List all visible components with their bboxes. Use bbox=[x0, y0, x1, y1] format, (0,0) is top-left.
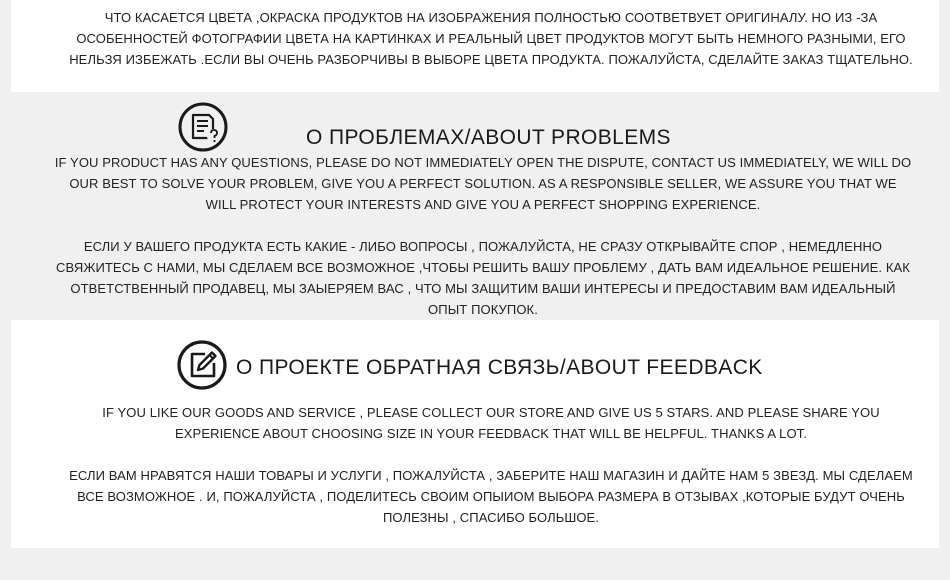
color-notice-panel bbox=[11, 0, 939, 92]
problems-text-en: IF YOU PRODUCT HAS ANY QUESTIONS, PLEASE DO NOT IMMEDIATELY OPEN THE DISPUTE, CONTACT US IMMEDIATELY, WE WILL DO OUR BEST TO SOLVE YOUR PROBLEM, GIVE YOU A PERFECT SOLUTION. AS A RESPONSIBLE SELLER, WE ASSURE YOU THAT WE WILL PROTECT YOUR INTERESTS AND GIVE YOU A PERFECT SHOPPING EXPERIENCE. bbox=[54, 155, 912, 212]
problems-text-ru: ЕСЛИ У ВАШЕГО ПРОДУКТА ЕСТЬ КАКИЕ - ЛИБО ВОПРОСЫ , ПОЖАЛУЙСТА, НЕ СРАЗУ ОТКРЫВАЙТЕ СПОР , НЕМЕДЛЕННО СВЯЖИТЕСЬ С НАМИ, МЫ СДЕЛАЕМ ВСЕ ВОЗМОЖНОЕ ,ЧТОБЫ РЕШИТЬ ВАШУ ПРОБЛЕМУ , ДАТЬ ВАМ ИДЕАЛЬНОЕ РЕШЕНИЕ. КАК ОТВЕТСТВЕННЫЙ ПРОДАВЕЦ, МЫ ЗАЫЕРЯЕМ ВАС , ЧТО МЫ ЗАЩИТИМ ВАШИ ИНТЕРЕСЫ И ПРЕДОСТАВИМ ВАМ ИДЕАЛЬНЫЙ ОПЫТ ПОКУПОК. bbox=[56, 239, 910, 317]
document-question-icon bbox=[178, 102, 230, 159]
feedback-heading: О ПРОЕКТЕ ОБРАТНАЯ СВЯЗЬ/ABOUT FEEDBACK bbox=[236, 356, 763, 379]
feedback-text-en: IF YOU LIKE OUR GOODS AND SERVICE , PLEASE COLLECT OUR STORE AND GIVE US 5 STARS. AND PLEASE SHARE YOU EXPERIENCE ABOUT CHOOSING SIZE IN YOUR FEEDBACK THAT WILL BE HELPFUL. THANKS A LOT. bbox=[102, 405, 880, 441]
problems-heading: О ПРОБЛЕМАХ/ABOUT PROBLEMS bbox=[306, 126, 671, 149]
color-notice-text: ЧТО КАСАЕТСЯ ЦВЕТА ,ОКРАСКА ПРОДУКТОВ НА ИЗОБРАЖЕНИЯ ПОЛНОСТЬЮ СООТВЕТВУЕТ ОРИГИНАЛУ. НО ИЗ -ЗА ОСОБЕННОСТЕЙ ФОТОГРАФИИ ЦВЕТА НА КАРТИНКАХ И РЕАЛЬНЫЙ ЦВЕТ ПРОДУКТОВ МОГУТ БЫТЬ НЕМНОГО РАЗНЫМИ, ЕГО НЕЛЬЗЯ ИЗБЕЖАТЬ .ЕСЛИ ВЫ ОЧЕНЬ РАЗБОРЧИВЫ В ВЫБОРЕ ЦВЕТА ПРОДУКТА. ПОЖАЛУЙСТА, СДЕЛАЙТЕ ЗАКАЗ ТЩАТЕЛЬНО. bbox=[69, 10, 913, 67]
edit-pencil-icon bbox=[176, 338, 230, 397]
feedback-text-ru: ЕСЛИ ВАМ НРАВЯТСЯ НАШИ ТОВАРЫ И УСЛУГИ , ПОЖАЛУЙСТА , ЗАБЕРИТЕ НАШ МАГАЗИН И ДАЙТЕ НАМ 5 ЗВЕЗД. МЫ СДЕЛАЕМ ВСЕ ВОЗМОЖНОЕ . И, ПОЖАЛУЙСТА , ПОДЕЛИТЕСЬ СВОИМ ОПЫИОМ ВЫБОРА РАЗМЕРА В ОТЗЫВАХ ,КОТОРЫЕ БУДУТ ОЧЕНЬ ПОЛЕЗНЫ , СПАСИБО БОЛЬШОЕ. bbox=[69, 468, 913, 525]
feedback-panel bbox=[11, 320, 939, 548]
